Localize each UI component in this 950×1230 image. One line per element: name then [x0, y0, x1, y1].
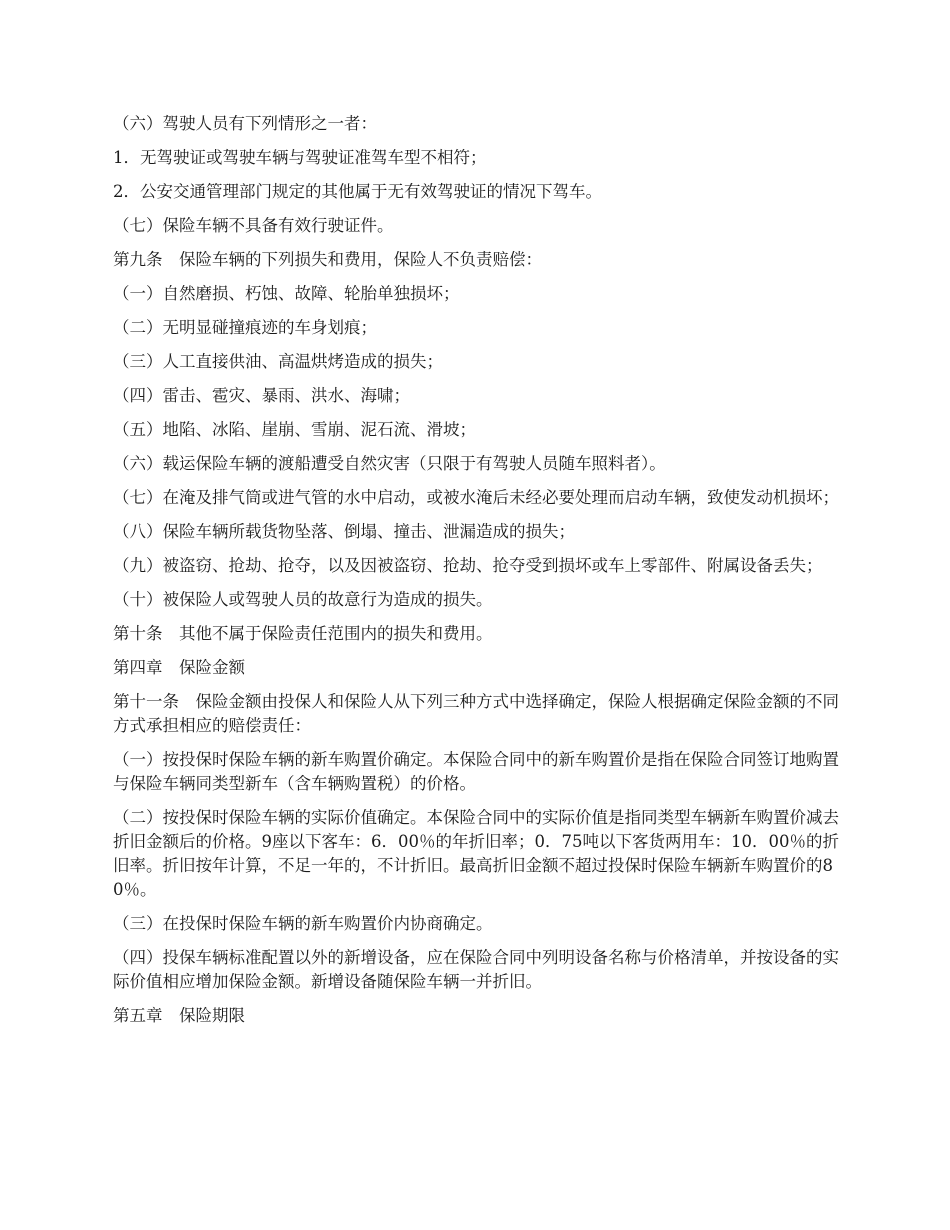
article-9-item-4: （四）雷击、雹灾、暴雨、洪水、海啸； — [113, 386, 410, 405]
article-11-item-2: （二）按投保时保险车辆的实际价值确定。本保险合同中的实际价值是指同类型车辆新车购置价减去折旧金额后的价格。9座以下客车：6．00％的年折旧率；0．75吨以下客货两用车：10．00％的折旧率。折旧按年计算，不足一年的，不计折旧。最高折旧金额不超过投保时保险车辆新车购置价的80％。 — [113, 808, 839, 899]
clause-item-7-license: （七）保险车辆不具备有效行驶证件。 — [113, 216, 394, 235]
sub-item-2: 2．公安交通管理部门规定的其他属于无有效驾驶证的情况下驾车。 — [113, 182, 602, 201]
article-9-item-5: （五）地陷、冰陷、崖崩、雪崩、泥石流、滑坡； — [113, 420, 476, 439]
article-11-item-1: （一）按投保时保险车辆的新车购置价确定。本保险合同中的新车购置价是指在保险合同签订地购置与保险车辆同类型新车（含车辆购置税）的价格。 — [113, 750, 839, 793]
article-9-item-1: （一）自然磨损、朽蚀、故障、轮胎单独损坏； — [113, 284, 460, 303]
article-9-item-2: （二）无明显碰撞痕迹的车身划痕； — [113, 318, 377, 337]
article-11-item-4: （四）投保车辆标准配置以外的新增设备，应在保险合同中列明设备名称与价格清单，并按设备的实际价值相应增加保险金额。新增设备随保险车辆一并折旧。 — [113, 948, 839, 991]
clause-item-6-driver-conditions: （六）驾驶人员有下列情形之一者： — [113, 114, 377, 133]
article-9-item-9: （九）被盗窃、抢劫、抢夺，以及因被盗窃、抢劫、抢夺受到损坏或车上零部件、附属设备丢失； — [113, 556, 823, 575]
article-10: 第十条 其他不属于保险责任范围内的损失和费用。 — [113, 624, 493, 643]
document-body — [113, 112, 841, 1038]
article-11-item-3: （三）在投保时保险车辆的新车购置价内协商确定。 — [113, 914, 493, 933]
sub-item-1: 1．无驾驶证或驾驶车辆与驾驶证准驾车型不相符； — [113, 148, 487, 167]
chapter-5-heading: 第五章 保险期限 — [113, 1006, 245, 1025]
article-9-item-3: （三）人工直接供油、高温烘烤造成的损失； — [113, 352, 443, 371]
article-11: 第十一条 保险金额由投保人和保险人从下列三种方式中选择确定，保险人根据确定保险金额的不同方式承担相应的赔偿责任： — [113, 692, 839, 735]
article-9-item-7: （七）在淹及排气筒或进气管的水中启动，或被水淹后未经必要处理而启动车辆，致使发动机损坏； — [113, 488, 839, 507]
article-9-item-6: （六）载运保险车辆的渡船遭受自然灾害（只限于有驾驶人员随车照料者）。 — [113, 454, 666, 473]
article-9-item-10: （十）被保险人或驾驶人员的故意行为造成的损失。 — [113, 590, 493, 609]
chapter-4-heading: 第四章 保险金额 — [113, 658, 245, 677]
article-9-heading: 第九条 保险车辆的下列损失和费用，保险人不负责赔偿： — [113, 250, 542, 269]
article-9-item-8: （八）保险车辆所载货物坠落、倒塌、撞击、泄漏造成的损失； — [113, 522, 575, 541]
